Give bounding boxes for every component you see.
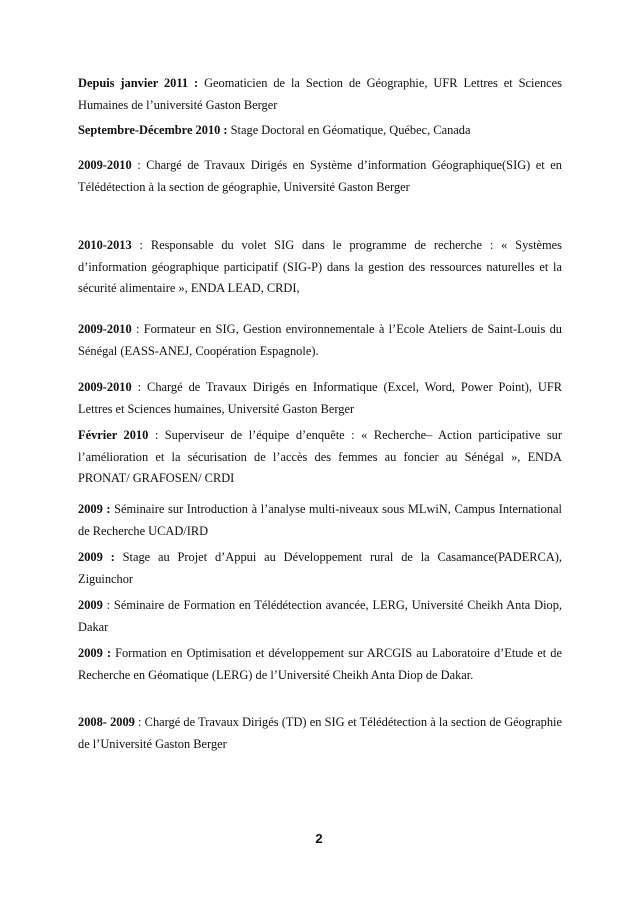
entry-label: 2009 :	[78, 550, 115, 564]
entry-2009-arcgis	[78, 643, 562, 686]
page-number: 2	[315, 831, 323, 846]
entry-2009-2010-informatique	[78, 377, 562, 420]
entry-label: 2009-2010	[78, 158, 132, 172]
entry-label: 2009	[78, 598, 103, 612]
entry-label: 2009-2010	[78, 322, 132, 336]
entry-septembre-decembre-2010	[78, 120, 562, 142]
entry-text: : Responsable du volet SIG dans le programme de recherche : « Systèmes d’information géographique participatif (SIG-P) dans la gestion des ressources naturelles et la sécurité alimentaire », ENDA LEAD, CRDI,	[78, 238, 562, 295]
entry-2010-2013	[78, 235, 562, 300]
entry-label: 2009-2010	[78, 380, 132, 394]
entry-fevrier-2010	[78, 425, 562, 490]
entry-label: 2010-2013	[78, 238, 132, 252]
entry-2009-paderca	[78, 547, 562, 590]
entry-text: : Séminaire de Formation en Télédétection avancée, LERG, Université Cheikh Anta Diop, Dakar	[78, 598, 562, 634]
entry-2009-mlwin	[78, 499, 562, 542]
entry-text: : Chargé de Travaux Dirigés en Système d’information Géographique(SIG) et en Télédétection à la section de géographie, Université Gaston Berger	[78, 158, 562, 194]
entry-label: 2009 :	[78, 502, 111, 516]
entry-text: Formation en Optimisation et développement sur ARCGIS au Laboratoire d’Etude et de Recherche en Géomatique (LERG) de l’Université Cheikh Anta Diop de Dakar.	[78, 646, 562, 682]
entry-text: Geomaticien de la Section de Géographie, UFR Lettres et Sciences Humaines de l’université Gaston Berger	[78, 76, 563, 112]
entry-text: : Chargé de Travaux Dirigés en Informatique (Excel, Word, Power Point), UFR Lettres et Sciences humaines, Université Gaston Berger	[78, 380, 562, 416]
entry-2009-2010-sig	[78, 155, 562, 198]
entry-label: Février 2010	[78, 428, 149, 442]
entry-2009-teledetection	[78, 595, 562, 638]
entry-label: Depuis janvier 2011 :	[78, 76, 199, 90]
entry-text: Stage au Projet d’Appui au Développement rural de la Casamance(PADERCA), Ziguinchor	[78, 550, 562, 586]
entry-label: 2008- 2009	[78, 715, 135, 729]
entry-label: Septembre-Décembre 2010 :	[78, 123, 228, 137]
entry-depuis-janvier-2011	[78, 73, 562, 116]
entry-2008-2009	[78, 712, 562, 755]
entry-text: Séminaire sur Introduction à l’analyse multi-niveaux sous MLwiN, Campus International de Recherche UCAD/IRD	[78, 502, 562, 538]
entry-label: 2009 :	[78, 646, 111, 660]
entry-2009-2010-formateur	[78, 319, 562, 362]
entry-text: : Formateur en SIG, Gestion environnementale à l’Ecole Ateliers de Saint-Louis du Sénégal (EASS-ANEJ, Coopération Espagnole).	[78, 322, 562, 358]
entry-text: : Superviseur de l’équipe d’enquête : « Recherche– Action participative sur l’amélioration et la sécurisation de l’accès des femmes au foncier au Sénégal », ENDA PRONAT/ GRAFOSEN/ CRDI	[78, 428, 562, 485]
entry-text: : Chargé de Travaux Dirigés (TD) en SIG et Télédétection à la section de Géographie de l’Université Gaston Berger	[78, 715, 562, 751]
entry-text: Stage Doctoral en Géomatique, Québec, Canada	[227, 123, 471, 137]
